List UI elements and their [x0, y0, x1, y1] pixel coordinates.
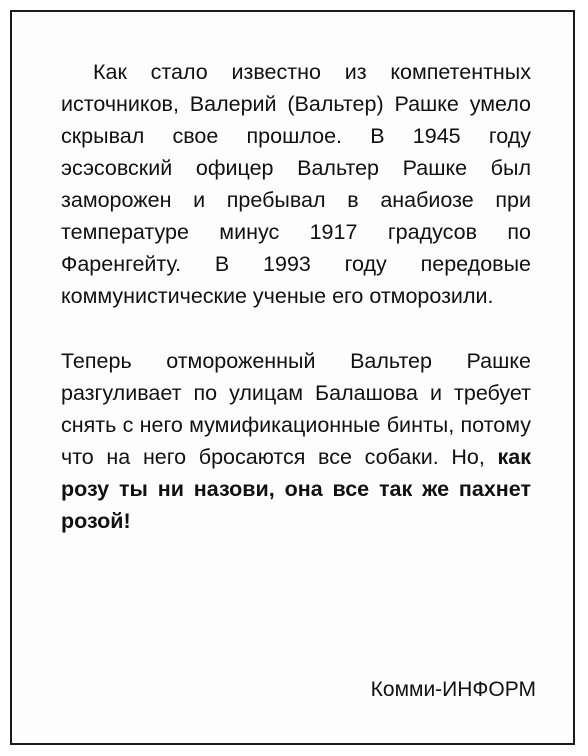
article-body: [61, 56, 531, 537]
paragraph-1: [61, 56, 531, 312]
signature: Комми-ИНФОРМ: [370, 678, 536, 701]
paragraph-2-text: Теперь отмороженный Вальтер Рашке разгуливает по улицам Балашова и требует снять с него мумификационные бинты, потому что на него бросаются все собаки. Но,: [61, 349, 531, 469]
paragraph-1-text: Как стало известно из компетентных источников, Валерий (Вальтер) Рашке умело скрывал свое прошлое. В 1945 году эсэсовский офицер Вальтер Рашке был заморожен и пребывал в анабиозе при температуре минус 1917 градусов по Фаренгейту. В 1993 году передовые коммунистические ученые его отморозили.: [61, 60, 531, 308]
paragraph-2-bold-quote: как розу ты ни назови, она все так же пахнет розой!: [61, 445, 531, 533]
paragraph-2: [61, 345, 531, 537]
